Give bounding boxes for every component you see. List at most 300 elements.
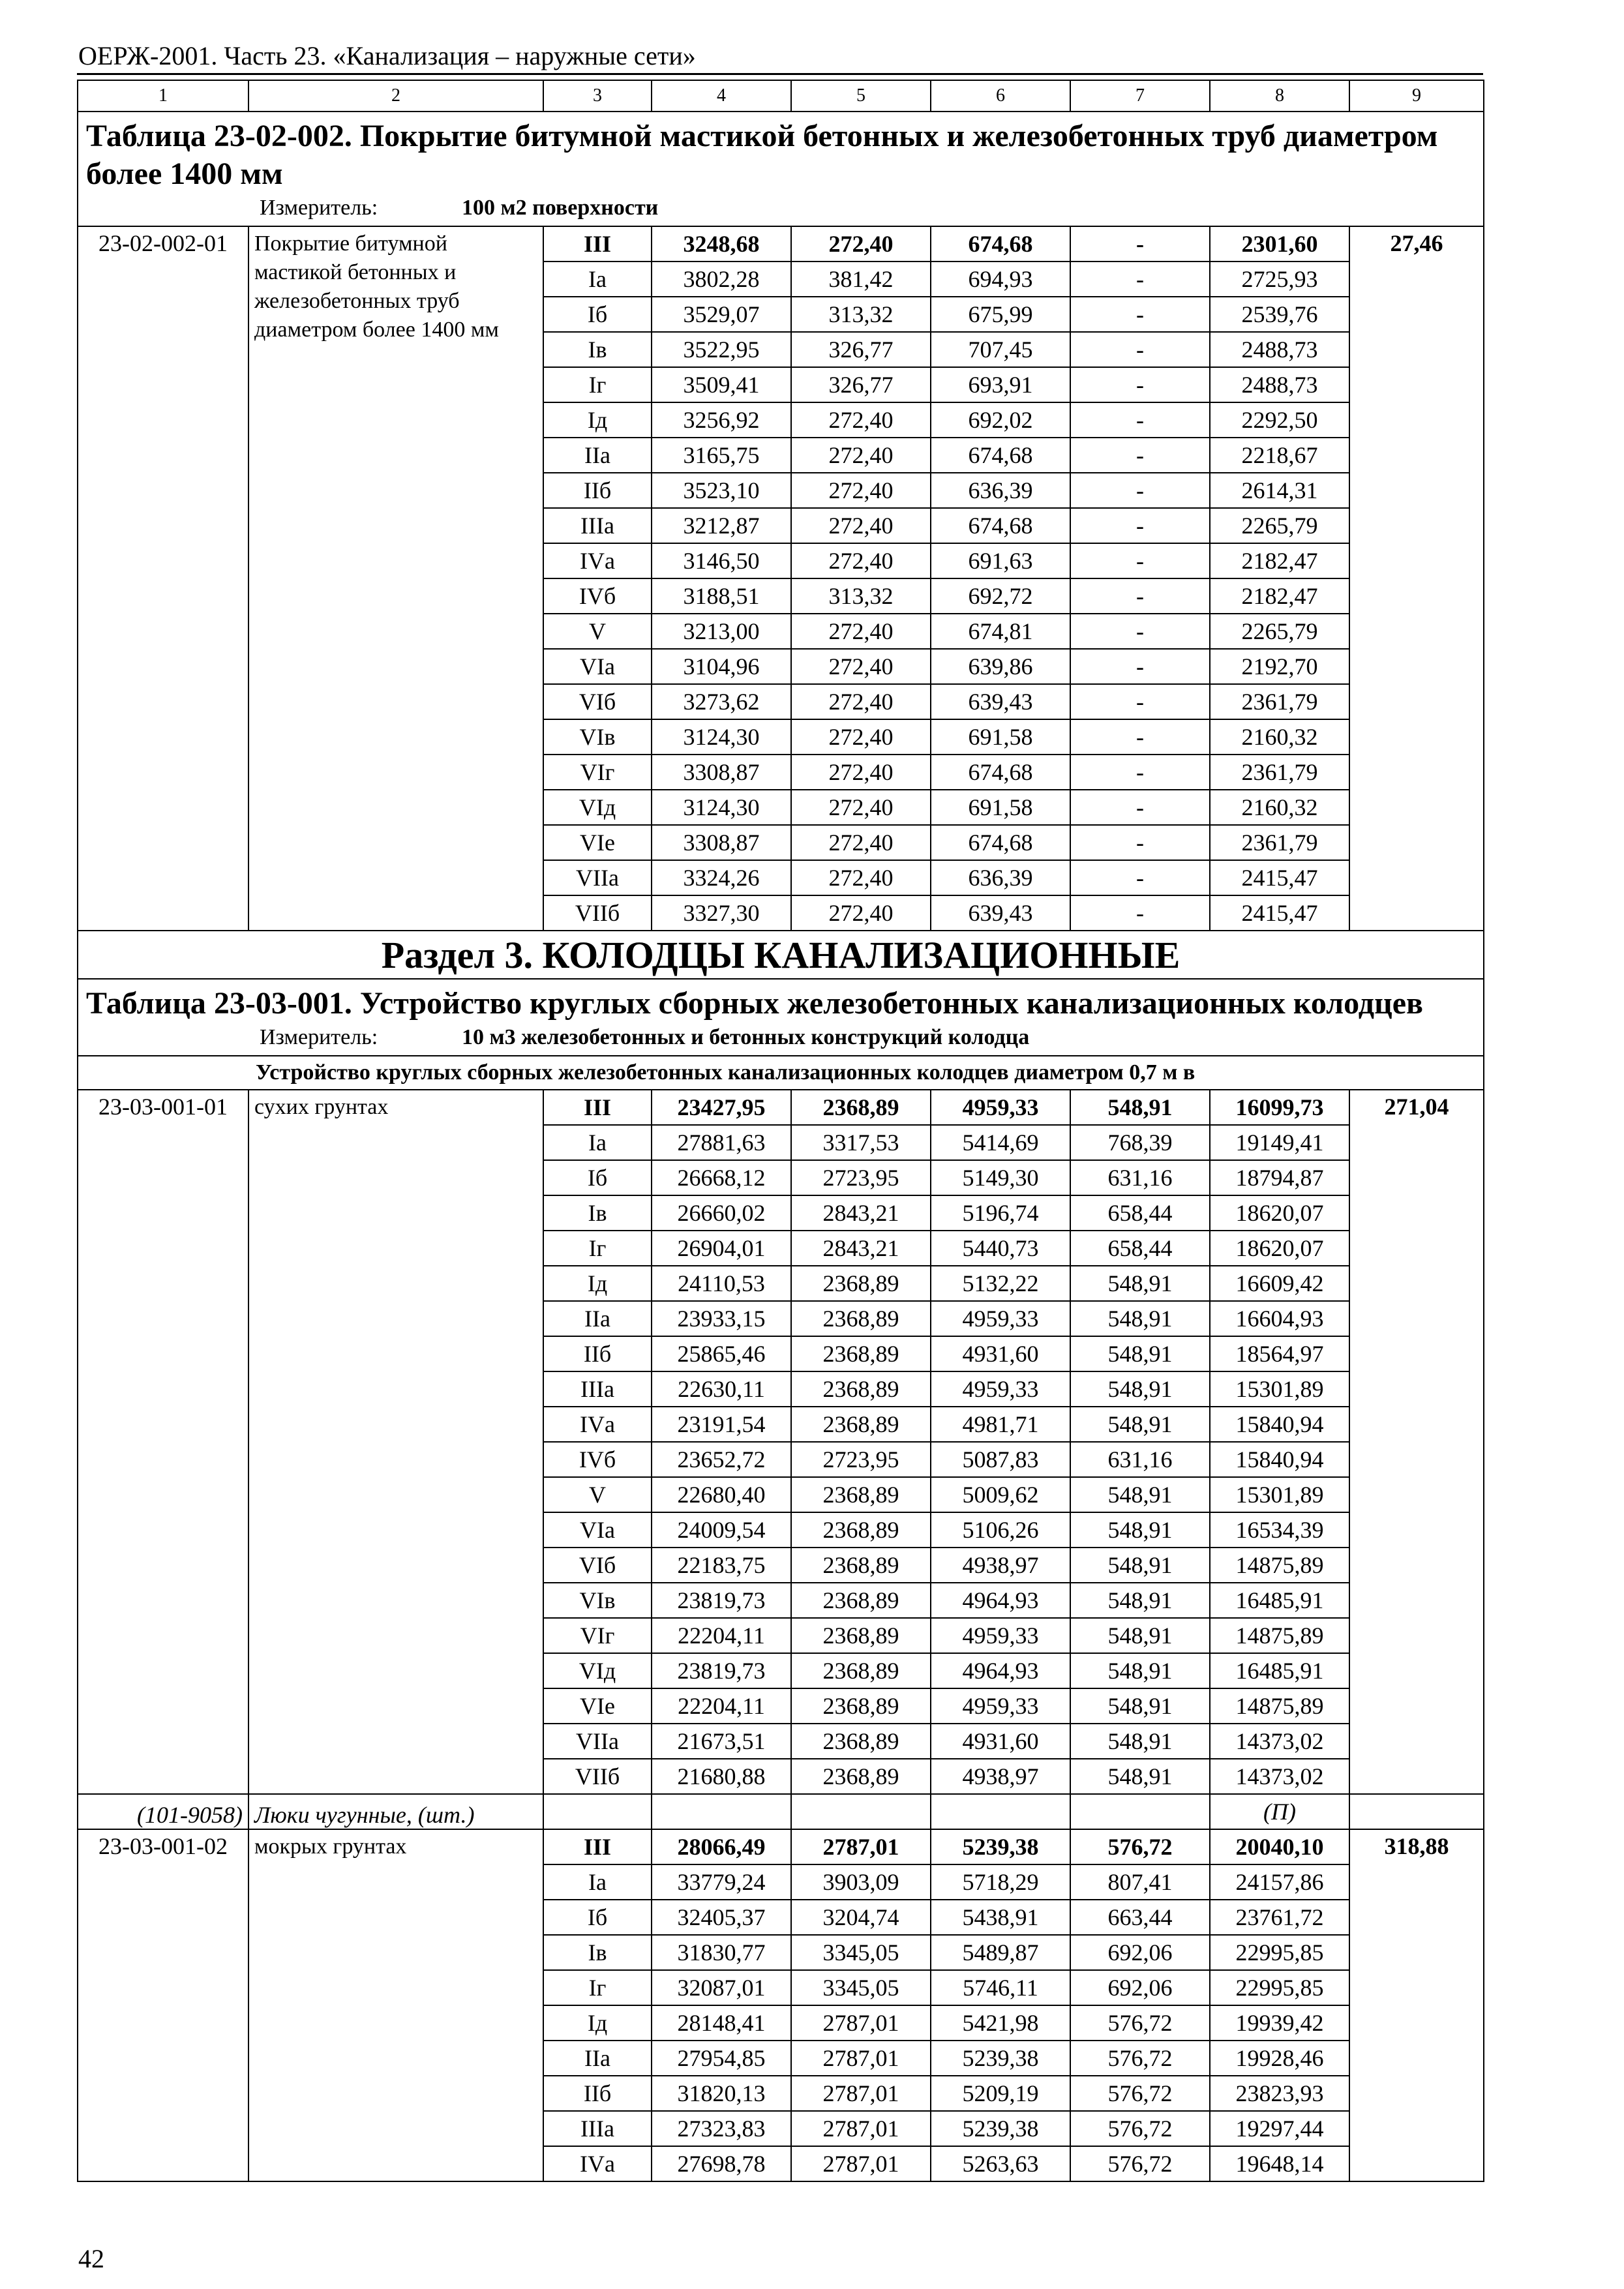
price-value: 2265,79: [1210, 614, 1349, 649]
empty-cell: [931, 1794, 1070, 1829]
price-value: 3345,05: [791, 1935, 931, 1970]
price-value: 2787,01: [791, 2005, 931, 2041]
price-value: -: [1070, 825, 1210, 860]
price-value: 4964,93: [931, 1653, 1070, 1688]
price-value: 3124,30: [652, 790, 791, 825]
price-value: 19648,14: [1210, 2146, 1349, 2181]
zone-code: IIIа: [543, 508, 652, 543]
price-value: 674,68: [931, 438, 1070, 473]
price-value: 272,40: [791, 860, 931, 895]
table-row: [78, 1090, 1484, 1125]
price-value: 16604,93: [1210, 1301, 1349, 1336]
price-table: [77, 80, 1484, 2182]
price-value: 18794,87: [1210, 1160, 1349, 1195]
zone-code: VIб: [543, 684, 652, 719]
price-value: 4959,33: [931, 1618, 1070, 1653]
price-value: 548,91: [1070, 1266, 1210, 1301]
price-value: 2843,21: [791, 1231, 931, 1266]
zone-code: Iа: [543, 1864, 652, 1900]
labor-value: 318,88: [1349, 1829, 1484, 2181]
price-value: 674,68: [931, 755, 1070, 790]
price-value: 548,91: [1070, 1301, 1210, 1336]
price-value: 548,91: [1070, 1688, 1210, 1724]
price-value: 693,91: [931, 367, 1070, 402]
price-value: 33779,24: [652, 1864, 791, 1900]
measure-line: [86, 196, 1475, 220]
price-value: 272,40: [791, 825, 931, 860]
price-value: 5440,73: [931, 1231, 1070, 1266]
price-value: 19928,46: [1210, 2041, 1349, 2076]
price-value: 692,06: [1070, 1935, 1210, 1970]
labor-value: 27,46: [1349, 226, 1484, 931]
zone-code: VIе: [543, 825, 652, 860]
price-value: 15301,89: [1210, 1371, 1349, 1407]
price-value: 272,40: [791, 226, 931, 262]
price-value: 3104,96: [652, 649, 791, 684]
price-value: 576,72: [1070, 2146, 1210, 2181]
price-value: 2723,95: [791, 1160, 931, 1195]
price-value: 658,44: [1070, 1195, 1210, 1231]
price-value: 636,39: [931, 860, 1070, 895]
price-value: 23933,15: [652, 1301, 791, 1336]
price-value: 2415,47: [1210, 895, 1349, 931]
price-value: 23819,73: [652, 1653, 791, 1688]
price-value: 639,86: [931, 649, 1070, 684]
price-value: 5196,74: [931, 1195, 1070, 1231]
price-value: -: [1070, 332, 1210, 367]
price-value: 548,91: [1070, 1477, 1210, 1512]
price-value: 663,44: [1070, 1900, 1210, 1935]
price-value: 2725,93: [1210, 262, 1349, 297]
zone-code: IIб: [543, 2076, 652, 2111]
note-row: [78, 1794, 1484, 1829]
price-value: 23819,73: [652, 1583, 791, 1618]
price-value: 2368,89: [791, 1301, 931, 1336]
zone-code: Iб: [543, 297, 652, 332]
table-title-cell: [78, 979, 1484, 1056]
price-value: -: [1070, 684, 1210, 719]
zone-code: VIв: [543, 1583, 652, 1618]
price-value: -: [1070, 402, 1210, 438]
price-value: 548,91: [1070, 1653, 1210, 1688]
note-code: (101-9058): [78, 1794, 248, 1829]
empty-cell: [543, 1794, 652, 1829]
price-value: 5239,38: [931, 2111, 1070, 2146]
price-value: 23823,93: [1210, 2076, 1349, 2111]
price-value: 4938,97: [931, 1548, 1070, 1583]
price-value: -: [1070, 438, 1210, 473]
zone-code: IIа: [543, 1301, 652, 1336]
price-value: 5239,38: [931, 1829, 1070, 1864]
table-row: [78, 226, 1484, 262]
zone-code: VIб: [543, 1548, 652, 1583]
zone-code: IIб: [543, 473, 652, 508]
price-value: 3324,26: [652, 860, 791, 895]
price-value: 5489,87: [931, 1935, 1070, 1970]
table-title-row: [78, 112, 1484, 226]
price-value: 2415,47: [1210, 860, 1349, 895]
price-value: 3146,50: [652, 543, 791, 578]
price-value: 272,40: [791, 402, 931, 438]
measure-label: Измеритель:: [260, 196, 378, 220]
price-value: -: [1070, 860, 1210, 895]
zone-code: IVа: [543, 1407, 652, 1442]
price-value: 15840,94: [1210, 1442, 1349, 1477]
price-value: 631,16: [1070, 1442, 1210, 1477]
note-description: Люки чугунные, (шт.): [248, 1794, 543, 1829]
price-value: 31830,77: [652, 1935, 791, 1970]
price-value: 2368,89: [791, 1618, 931, 1653]
price-value: 658,44: [1070, 1231, 1210, 1266]
zone-code: V: [543, 614, 652, 649]
column-number: 3: [543, 80, 652, 112]
price-value: 23761,72: [1210, 1900, 1349, 1935]
zone-code: IIа: [543, 2041, 652, 2076]
price-value: 576,72: [1070, 2076, 1210, 2111]
subheading: Устройство круглых сборных железобетонных канализационных колодцев диаметром 0,7 м в: [78, 1056, 1484, 1090]
price-value: 3188,51: [652, 578, 791, 614]
price-value: 2787,01: [791, 2146, 931, 2181]
price-value: 14875,89: [1210, 1548, 1349, 1583]
price-value: 548,91: [1070, 1090, 1210, 1125]
price-value: 5132,22: [931, 1266, 1070, 1301]
price-value: 2361,79: [1210, 825, 1349, 860]
price-value: 636,39: [931, 473, 1070, 508]
price-value: -: [1070, 367, 1210, 402]
item-code: 23-02-002-01: [78, 226, 248, 931]
item-description: Покрытие битумной мастикой бетонных и железобетонных труб диаметром более 1400 мм: [248, 226, 543, 931]
price-value: 2488,73: [1210, 367, 1349, 402]
price-value: 5263,63: [931, 2146, 1070, 2181]
price-value: 22995,85: [1210, 1970, 1349, 2005]
zone-code: Iд: [543, 1266, 652, 1301]
price-value: 23191,54: [652, 1407, 791, 1442]
zone-code: Iб: [543, 1160, 652, 1195]
price-value: 4959,33: [931, 1090, 1070, 1125]
price-value: 5421,98: [931, 2005, 1070, 2041]
price-value: 674,68: [931, 825, 1070, 860]
subheading-row: [78, 1056, 1484, 1090]
zone-code: IIIа: [543, 2111, 652, 2146]
column-number: 7: [1070, 80, 1210, 112]
price-value: 548,91: [1070, 1512, 1210, 1548]
price-value: 326,77: [791, 332, 931, 367]
table-title-cell: [78, 112, 1484, 226]
price-value: 3124,30: [652, 719, 791, 755]
price-value: 4964,93: [931, 1583, 1070, 1618]
price-value: 674,68: [931, 226, 1070, 262]
price-value: 3273,62: [652, 684, 791, 719]
page-number: 42: [78, 2244, 104, 2273]
zone-code: Iг: [543, 367, 652, 402]
column-number: 6: [931, 80, 1070, 112]
empty-cell: [1070, 1794, 1210, 1829]
price-value: 548,91: [1070, 1759, 1210, 1794]
price-value: 272,40: [791, 614, 931, 649]
price-value: 5438,91: [931, 1900, 1070, 1935]
price-value: 3522,95: [652, 332, 791, 367]
column-number: 9: [1349, 80, 1484, 112]
price-value: 15840,94: [1210, 1407, 1349, 1442]
price-value: 28148,41: [652, 2005, 791, 2041]
empty-cell: [652, 1794, 791, 1829]
price-value: 548,91: [1070, 1583, 1210, 1618]
price-value: 2301,60: [1210, 226, 1349, 262]
price-value: 3317,53: [791, 1125, 931, 1160]
zone-code: VIг: [543, 755, 652, 790]
price-value: 631,16: [1070, 1160, 1210, 1195]
price-value: -: [1070, 649, 1210, 684]
price-value: 3212,87: [652, 508, 791, 543]
price-value: 272,40: [791, 895, 931, 931]
price-value: 2265,79: [1210, 508, 1349, 543]
zone-code: Iг: [543, 1231, 652, 1266]
price-value: 3345,05: [791, 1970, 931, 2005]
zone-code: III: [543, 1090, 652, 1125]
price-value: 4938,97: [931, 1759, 1070, 1794]
price-value: 19939,42: [1210, 2005, 1349, 2041]
price-value: 2787,01: [791, 2041, 931, 2076]
empty-cell: [1349, 1794, 1484, 1829]
labor-value: 271,04: [1349, 1090, 1484, 1794]
price-value: 272,40: [791, 473, 931, 508]
price-value: 3165,75: [652, 438, 791, 473]
zone-code: IIа: [543, 438, 652, 473]
price-value: 674,68: [931, 508, 1070, 543]
price-value: 18564,97: [1210, 1336, 1349, 1371]
table-title-row: [78, 979, 1484, 1056]
price-value: 3509,41: [652, 367, 791, 402]
section-title: Раздел 3. КОЛОДЦЫ КАНАЛИЗАЦИОННЫЕ: [78, 931, 1484, 979]
zone-code: VIд: [543, 1653, 652, 1688]
price-value: 26668,12: [652, 1160, 791, 1195]
item-code: 23-03-001-01: [78, 1090, 248, 1794]
zone-code: VIе: [543, 1688, 652, 1724]
price-value: 5149,30: [931, 1160, 1070, 1195]
price-value: -: [1070, 473, 1210, 508]
price-value: 2368,89: [791, 1583, 931, 1618]
price-value: 326,77: [791, 367, 931, 402]
price-value: 2614,31: [1210, 473, 1349, 508]
price-value: 5209,19: [931, 2076, 1070, 2111]
price-value: 2368,89: [791, 1548, 931, 1583]
price-value: 548,91: [1070, 1548, 1210, 1583]
price-value: 2723,95: [791, 1442, 931, 1477]
price-value: 3204,74: [791, 1900, 931, 1935]
price-value: 5087,83: [931, 1442, 1070, 1477]
zone-code: IIб: [543, 1336, 652, 1371]
table-title: Таблица 23-03-001. Устройство круглых сборных железобетонных канализационных колодцев: [86, 986, 1423, 1021]
price-value: 4959,33: [931, 1371, 1070, 1407]
price-value: 25865,46: [652, 1336, 791, 1371]
price-value: 2182,47: [1210, 578, 1349, 614]
price-value: 2182,47: [1210, 543, 1349, 578]
zone-code: VIIб: [543, 1759, 652, 1794]
price-value: 674,81: [931, 614, 1070, 649]
price-value: 15301,89: [1210, 1477, 1349, 1512]
price-value: 2292,50: [1210, 402, 1349, 438]
column-number: 4: [652, 80, 791, 112]
measure-label: Измеритель:: [260, 1025, 378, 1049]
price-value: 22680,40: [652, 1477, 791, 1512]
price-value: 691,58: [931, 790, 1070, 825]
price-value: 3529,07: [652, 297, 791, 332]
price-value: 4931,60: [931, 1336, 1070, 1371]
measure-value: 10 м3 железобетонных и бетонных конструкций колодца: [462, 1025, 1030, 1049]
price-value: 691,63: [931, 543, 1070, 578]
price-value: 26904,01: [652, 1231, 791, 1266]
price-value: 21680,88: [652, 1759, 791, 1794]
price-value: 24009,54: [652, 1512, 791, 1548]
price-value: 32087,01: [652, 1970, 791, 2005]
price-value: 5746,11: [931, 1970, 1070, 2005]
price-value: 18620,07: [1210, 1231, 1349, 1266]
price-value: 14373,02: [1210, 1724, 1349, 1759]
price-value: 691,58: [931, 719, 1070, 755]
zone-code: IIIа: [543, 1371, 652, 1407]
price-value: 5009,62: [931, 1477, 1070, 1512]
price-value: 2368,89: [791, 1653, 931, 1688]
price-value: 2368,89: [791, 1759, 931, 1794]
price-value: 5414,69: [931, 1125, 1070, 1160]
price-value: 22183,75: [652, 1548, 791, 1583]
price-value: 27881,63: [652, 1125, 791, 1160]
zone-code: Iв: [543, 332, 652, 367]
column-number: 2: [248, 80, 543, 112]
price-value: 4981,71: [931, 1407, 1070, 1442]
price-value: 2787,01: [791, 1829, 931, 1864]
zone-code: VIа: [543, 1512, 652, 1548]
price-value: 19149,41: [1210, 1125, 1349, 1160]
price-value: 23652,72: [652, 1442, 791, 1477]
price-value: -: [1070, 614, 1210, 649]
zone-code: VIв: [543, 719, 652, 755]
measure-value: 100 м2 поверхности: [462, 196, 659, 220]
table-title: Таблица 23-02-002. Покрытие битумной мастикой бетонных и железобетонных труб диаметром более 1400 мм: [86, 119, 1438, 191]
zone-code: Iв: [543, 1935, 652, 1970]
price-value: 16534,39: [1210, 1512, 1349, 1548]
zone-code: IVб: [543, 578, 652, 614]
price-value: 14875,89: [1210, 1688, 1349, 1724]
price-value: -: [1070, 719, 1210, 755]
price-value: 768,39: [1070, 1125, 1210, 1160]
price-value: 16485,91: [1210, 1583, 1349, 1618]
price-value: 4959,33: [931, 1301, 1070, 1336]
price-value: 2368,89: [791, 1477, 931, 1512]
price-value: 5106,26: [931, 1512, 1070, 1548]
zone-code: III: [543, 226, 652, 262]
price-value: 23427,95: [652, 1090, 791, 1125]
price-value: 3256,92: [652, 402, 791, 438]
price-value: 548,91: [1070, 1371, 1210, 1407]
price-value: -: [1070, 262, 1210, 297]
price-value: 2218,67: [1210, 438, 1349, 473]
zone-code: Iг: [543, 1970, 652, 2005]
price-value: 272,40: [791, 790, 931, 825]
price-value: 28066,49: [652, 1829, 791, 1864]
price-value: 675,99: [931, 297, 1070, 332]
price-value: 16485,91: [1210, 1653, 1349, 1688]
zone-code: V: [543, 1477, 652, 1512]
price-value: 14373,02: [1210, 1759, 1349, 1794]
price-value: 313,32: [791, 578, 931, 614]
price-value: -: [1070, 790, 1210, 825]
price-value: 381,42: [791, 262, 931, 297]
zone-code: VIа: [543, 649, 652, 684]
price-value: 2160,32: [1210, 790, 1349, 825]
price-value: 2843,21: [791, 1195, 931, 1231]
price-value: 2160,32: [1210, 719, 1349, 755]
price-value: -: [1070, 508, 1210, 543]
price-value: 22204,11: [652, 1688, 791, 1724]
zone-code: Iд: [543, 402, 652, 438]
price-value: 21673,51: [652, 1724, 791, 1759]
price-value: 548,91: [1070, 1336, 1210, 1371]
price-value: 3248,68: [652, 226, 791, 262]
price-value: 272,40: [791, 684, 931, 719]
price-value: -: [1070, 226, 1210, 262]
price-value: 576,72: [1070, 2111, 1210, 2146]
price-value: 807,41: [1070, 1864, 1210, 1900]
price-value: -: [1070, 895, 1210, 931]
price-value: 576,72: [1070, 1829, 1210, 1864]
price-value: 5239,38: [931, 2041, 1070, 2076]
zone-code: Iд: [543, 2005, 652, 2041]
zone-code: IVа: [543, 2146, 652, 2181]
price-value: 2361,79: [1210, 684, 1349, 719]
price-value: 2787,01: [791, 2111, 931, 2146]
zone-code: Iв: [543, 1195, 652, 1231]
price-value: 20040,10: [1210, 1829, 1349, 1864]
zone-code: VIIа: [543, 860, 652, 895]
price-value: 19297,44: [1210, 2111, 1349, 2146]
column-number: 5: [791, 80, 931, 112]
zone-code: VIIа: [543, 1724, 652, 1759]
empty-cell: [791, 1794, 931, 1829]
price-value: 24157,86: [1210, 1864, 1349, 1900]
price-value: 272,40: [791, 438, 931, 473]
price-value: 22204,11: [652, 1618, 791, 1653]
price-value: 3213,00: [652, 614, 791, 649]
column-number: 8: [1210, 80, 1349, 112]
price-value: 707,45: [931, 332, 1070, 367]
price-value: 576,72: [1070, 2005, 1210, 2041]
price-value: 692,06: [1070, 1970, 1210, 2005]
price-value: 548,91: [1070, 1407, 1210, 1442]
price-value: 548,91: [1070, 1724, 1210, 1759]
price-value: 313,32: [791, 297, 931, 332]
price-value: 3327,30: [652, 895, 791, 931]
price-value: 3308,87: [652, 755, 791, 790]
zone-code: VIг: [543, 1618, 652, 1653]
price-value: 26660,02: [652, 1195, 791, 1231]
note-marker: (П): [1210, 1794, 1349, 1829]
price-value: 272,40: [791, 755, 931, 790]
price-value: 16099,73: [1210, 1090, 1349, 1125]
price-value: 272,40: [791, 649, 931, 684]
price-value: 27698,78: [652, 2146, 791, 2181]
price-value: 5718,29: [931, 1864, 1070, 1900]
price-value: 2368,89: [791, 1266, 931, 1301]
price-value: 27954,85: [652, 2041, 791, 2076]
price-value: 692,72: [931, 578, 1070, 614]
price-value: 2539,76: [1210, 297, 1349, 332]
item-description: сухих грунтах: [248, 1090, 543, 1794]
price-value: 18620,07: [1210, 1195, 1349, 1231]
price-value: 272,40: [791, 543, 931, 578]
price-value: 2368,89: [791, 1724, 931, 1759]
price-value: 27323,83: [652, 2111, 791, 2146]
